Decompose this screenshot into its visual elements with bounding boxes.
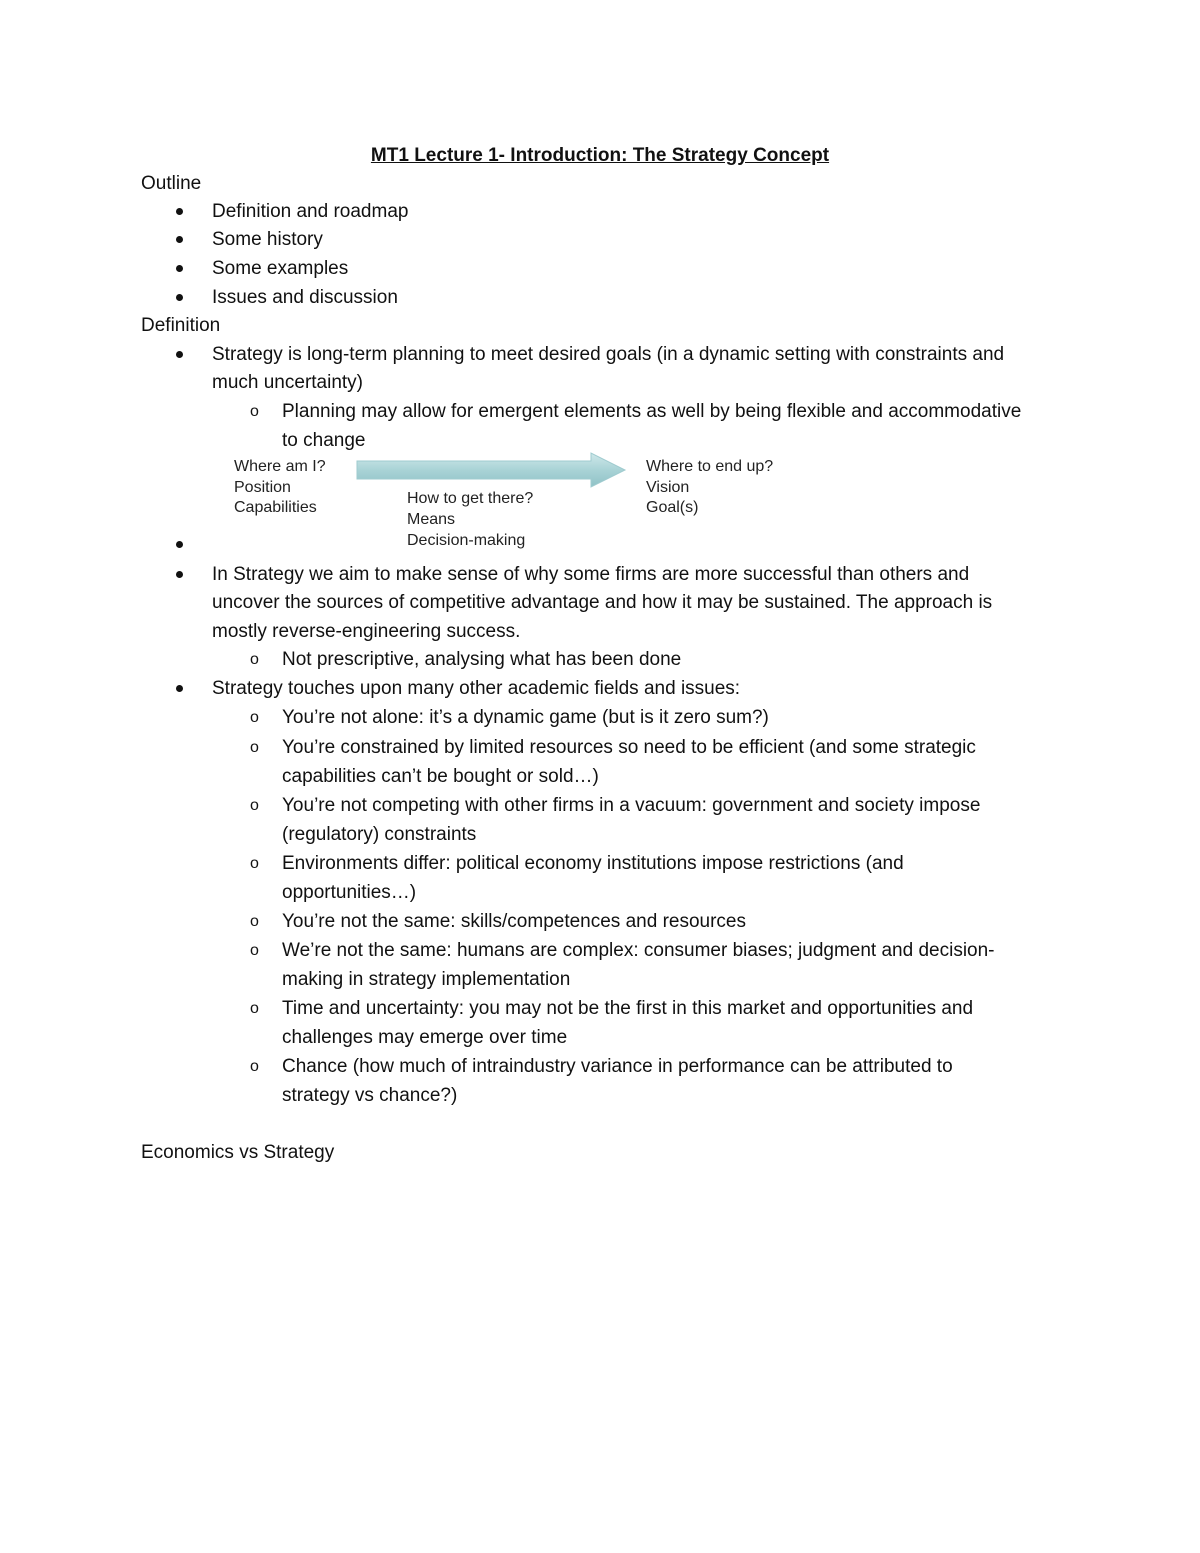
definition-heading: Definition: [141, 315, 221, 336]
diagram-left-label: Capabilities: [234, 499, 317, 516]
economics-heading: Economics vs Strategy: [141, 1142, 335, 1163]
sub-item: You’re not the same: skills/competences and resources: [282, 911, 746, 932]
diagram-middle-label: Means: [407, 511, 456, 528]
sub-item: (regulatory) constraints: [282, 824, 477, 845]
bullet-marker: [176, 236, 183, 243]
definition-text: Strategy is long-term planning to meet desired goals (in a dynamic setting with constraints and: [212, 344, 1005, 365]
sub-bullet-marker: o: [250, 942, 259, 959]
sub-item: You’re constrained by limited resources so need to be efficient (and some strategic: [282, 737, 976, 758]
diagram-middle-label: How to get there?: [407, 490, 534, 507]
sub-item: opportunities…): [282, 882, 417, 903]
sub-item: You’re not alone: it’s a dynamic game (but is it zero sum?): [282, 707, 769, 728]
bullet-marker: [176, 208, 183, 215]
sub-bullet-marker: o: [250, 651, 259, 668]
bullet-marker: [176, 265, 183, 272]
diagram-left-label: Where am I?: [234, 458, 326, 475]
diagram-right-label: Goal(s): [646, 499, 699, 516]
definition-text: much uncertainty): [212, 372, 364, 393]
outline-item: Issues and discussion: [212, 287, 398, 308]
definition-subtext: to change: [282, 430, 366, 451]
sub-item: We’re not the same: humans are complex: consumer biases; judgment and decision-: [282, 940, 995, 961]
sub-bullet-marker: o: [250, 855, 259, 872]
bullet-marker: [176, 685, 183, 692]
sub-item: challenges may emerge over time: [282, 1027, 568, 1048]
outline-heading: Outline: [141, 173, 202, 194]
sub-item: strategy vs chance?): [282, 1085, 458, 1106]
diagram-middle-label: Decision-making: [407, 532, 526, 549]
sub-bullet-marker: o: [250, 403, 259, 420]
sub-bullet-marker: o: [250, 1000, 259, 1017]
right-arrow-icon: [355, 452, 627, 488]
diagram-right-label: Vision: [646, 479, 690, 496]
diagram-left-label: Position: [234, 479, 291, 496]
bullet-marker: [176, 294, 183, 301]
sub-item: capabilities can’t be bought or sold…): [282, 766, 599, 787]
sub-item: making in strategy implementation: [282, 969, 571, 990]
definition-text: Strategy touches upon many other academic fields and issues:: [212, 678, 741, 699]
sub-item: You’re not competing with other firms in a vacuum: government and society impose: [282, 795, 981, 816]
sub-bullet-marker: o: [250, 913, 259, 930]
sub-item: Environments differ: political economy institutions impose restrictions (and: [282, 853, 904, 874]
arrow-shape: [357, 453, 625, 487]
definition-subtext: Not prescriptive, analysing what has been done: [282, 649, 682, 670]
definition-text: mostly reverse-engineering success.: [212, 621, 521, 642]
definition-subtext: Planning may allow for emergent elements as well by being flexible and accommodative: [282, 401, 1022, 422]
sub-item: Time and uncertainty: you may not be the first in this market and opportunities and: [282, 998, 974, 1019]
bullet-marker: [176, 351, 183, 358]
sub-bullet-marker: o: [250, 1058, 259, 1075]
outline-item: Some examples: [212, 258, 349, 279]
outline-item: Definition and roadmap: [212, 201, 409, 222]
bullet-marker: [176, 571, 183, 578]
definition-text: In Strategy we aim to make sense of why some firms are more successful than others and: [212, 564, 970, 585]
sub-bullet-marker: o: [250, 739, 259, 756]
diagram-right-label: Where to end up?: [646, 458, 774, 475]
definition-text: uncover the sources of competitive advantage and how it may be sustained. The approach is: [212, 592, 993, 613]
bullet-marker: [176, 541, 183, 548]
sub-item: Chance (how much of intraindustry variance in performance can be attributed to: [282, 1056, 953, 1077]
outline-item: Some history: [212, 229, 323, 250]
sub-bullet-marker: o: [250, 709, 259, 726]
page-title: MT1 Lecture 1- Introduction: The Strategy Concept: [370, 145, 830, 166]
sub-bullet-marker: o: [250, 797, 259, 814]
